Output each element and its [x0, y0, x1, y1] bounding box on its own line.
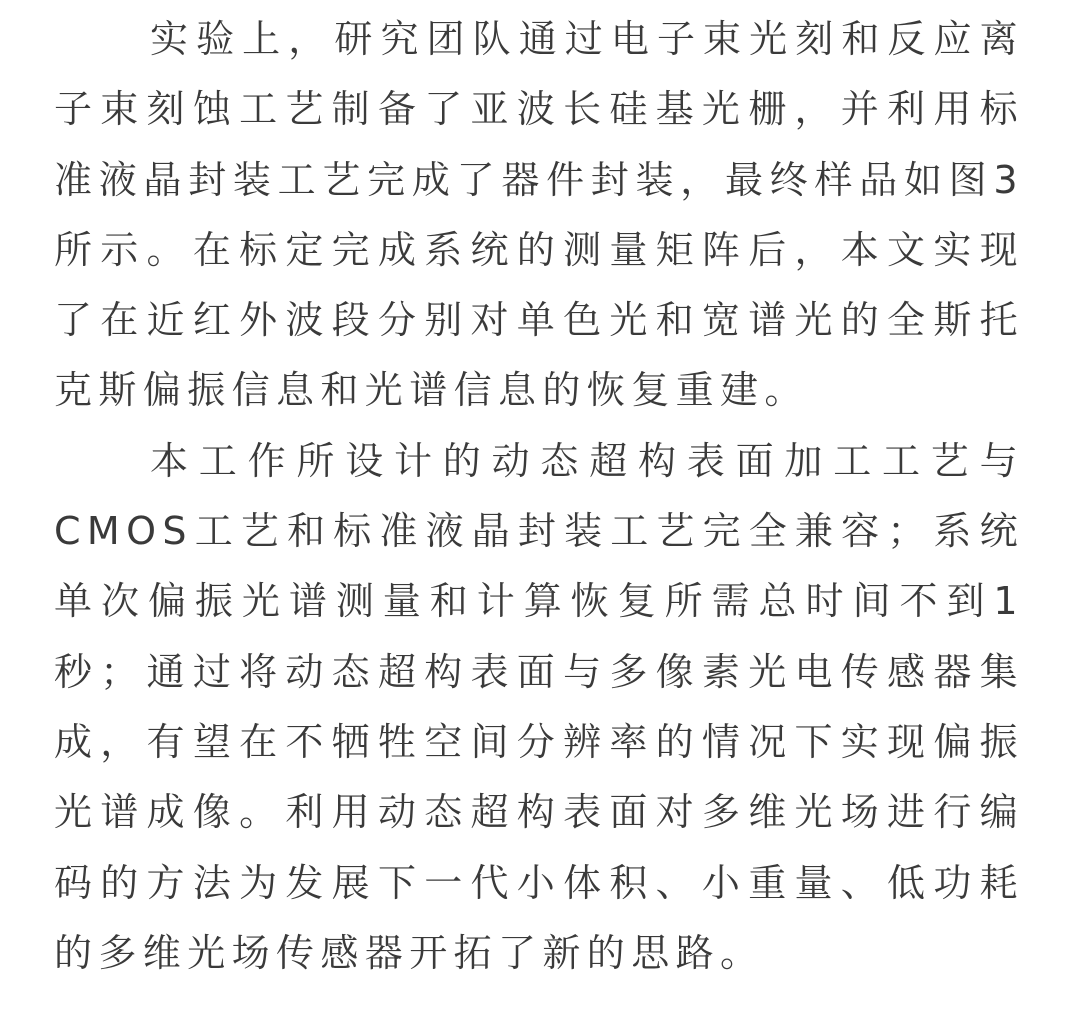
paragraph-experiment: 实验上，研究团队通过电子束光刻和反应离子束刻蚀工艺制备了亚波长硅基光栅，并利用标准液晶封装工艺完成了器件封装，最终样品如图3所示。在标定完成系统的测量矩阵后，本文实现了在近红外波段分别对单色光和宽谱光的全斯托克斯偏振信息和光谱信息的恢复重建。: [54, 17, 1024, 413]
article-body: [54, 4, 1024, 988]
paragraph-significance: 本工作所设计的动态超构表面加工工艺与CMOS工艺和标准液晶封装工艺完全兼容；系统单次偏振光谱测量和计算恢复所需总时间不到1秒；通过将动态超构表面与多像素光电传感器集成，有望在不牺牲空间分辨率的情况下实现偏振光谱成像。利用动态超构表面对多维光场进行编码的方法为发展下一代小体积、小重量、低功耗的多维光场传感器开拓了新的思路。: [54, 438, 1024, 975]
